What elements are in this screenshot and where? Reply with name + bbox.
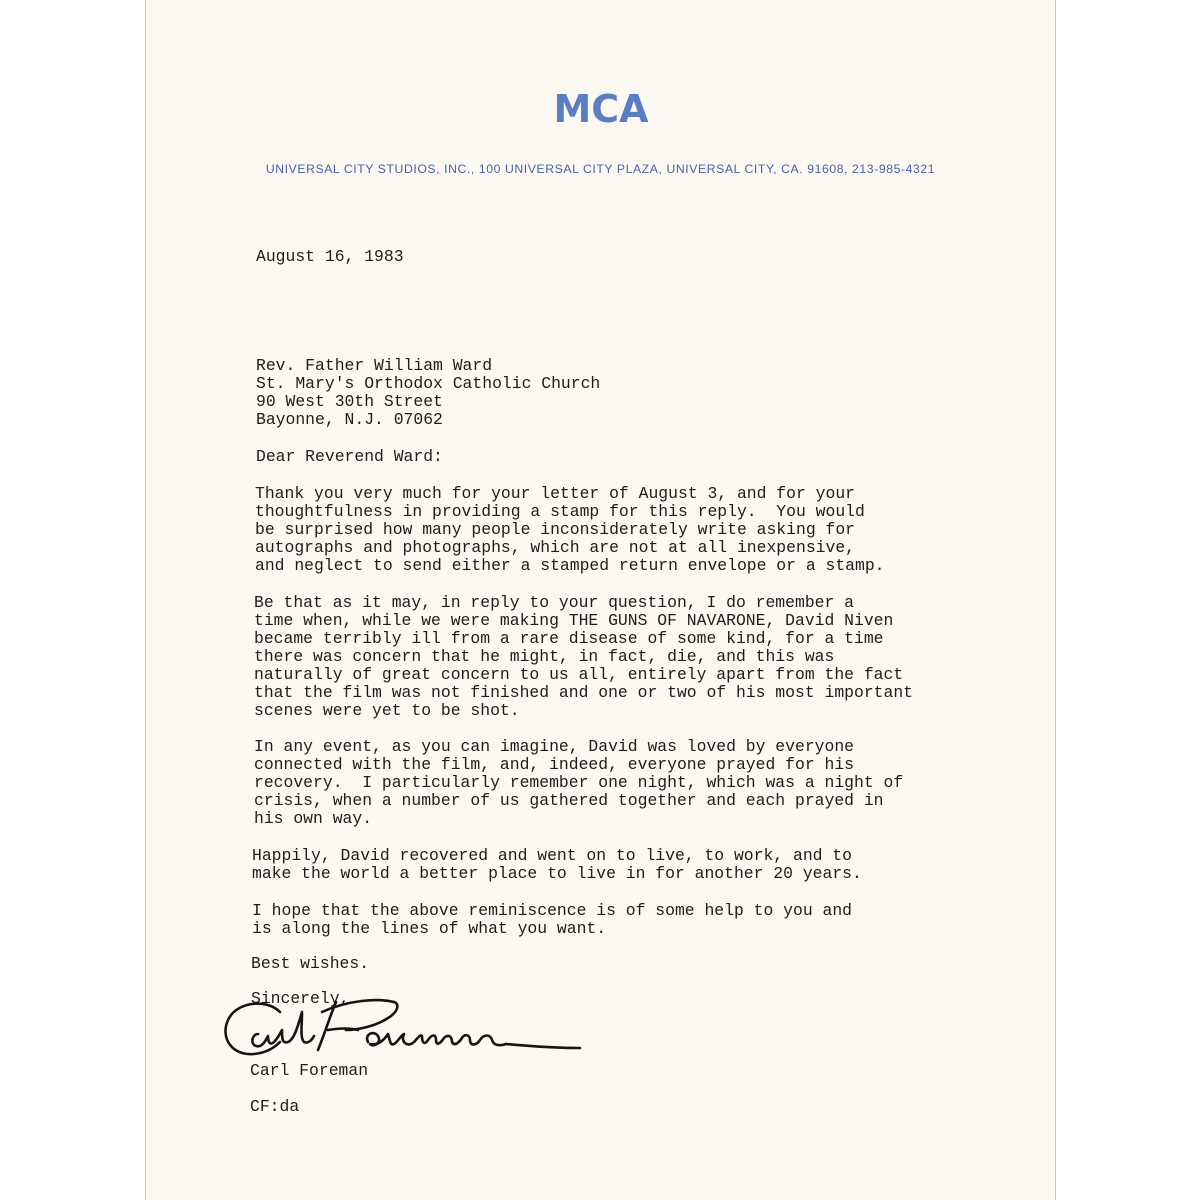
mca-logo [551,88,651,128]
body-paragraph-5: I hope that the above reminiscence is of some help to you and is along the lines of what you want. [252,901,852,938]
body-paragraph-4: Happily, David recovered and went on to live, to work, and to make the world a better place to live in for another 20 years. [252,846,862,883]
recipient-organization: St. Mary's Orthodox Catholic Church [256,374,601,393]
body-paragraph-3: In any event, as you can imagine, David was loved by everyone connected with the film, and, indeed, everyone prayed for his recovery. I particularly remember one night, which was a night of crisis, when a number of us gathered together and each prayed in his own way. [254,737,904,828]
best-wishes: Best wishes. [251,954,370,973]
recipient-city: Bayonne, N.J. 07062 [256,410,443,429]
letterhead-address: UNIVERSAL CITY STUDIOS, INC., 100 UNIVERSAL CITY PLAZA, UNIVERSAL CITY, CA. 91608, 213-985-4321 [265,162,936,176]
body-paragraph-2: Be that as it may, in reply to your question, I do remember a time when, while we were making THE GUNS OF NAVARONE, David Niven became terribly ill from a rare disease of some kind, for a time there was concern that he might, in fact, die, and this was naturally of great concern to us all, entirely apart from the fact that the film was not finished and one or two of his most important scenes were yet to be shot. [254,593,914,720]
letter-date: August 16, 1983 [256,247,404,266]
salutation: Dear Reverend Ward: [256,447,443,466]
signer-name: Carl Foreman [250,1061,369,1080]
body-paragraph-1: Thank you very much for your letter of August 3, and for your thoughtfulness in providing a stamp for this reply. You would be surprised how many people inconsiderately write asking for autographs and photographs, which are not at all inexpensive, and neglect to send either a stamped return envelope or a stamp. [255,484,885,575]
recipient-name: Rev. Father William Ward [256,356,493,375]
recipient-street: 90 West 30th Street [256,392,443,411]
mca-logo-text: MCA [553,88,649,128]
reference-initials: CF:da [250,1097,300,1116]
closing: Sincerely, [251,989,350,1008]
handwritten-signature [218,990,588,1070]
